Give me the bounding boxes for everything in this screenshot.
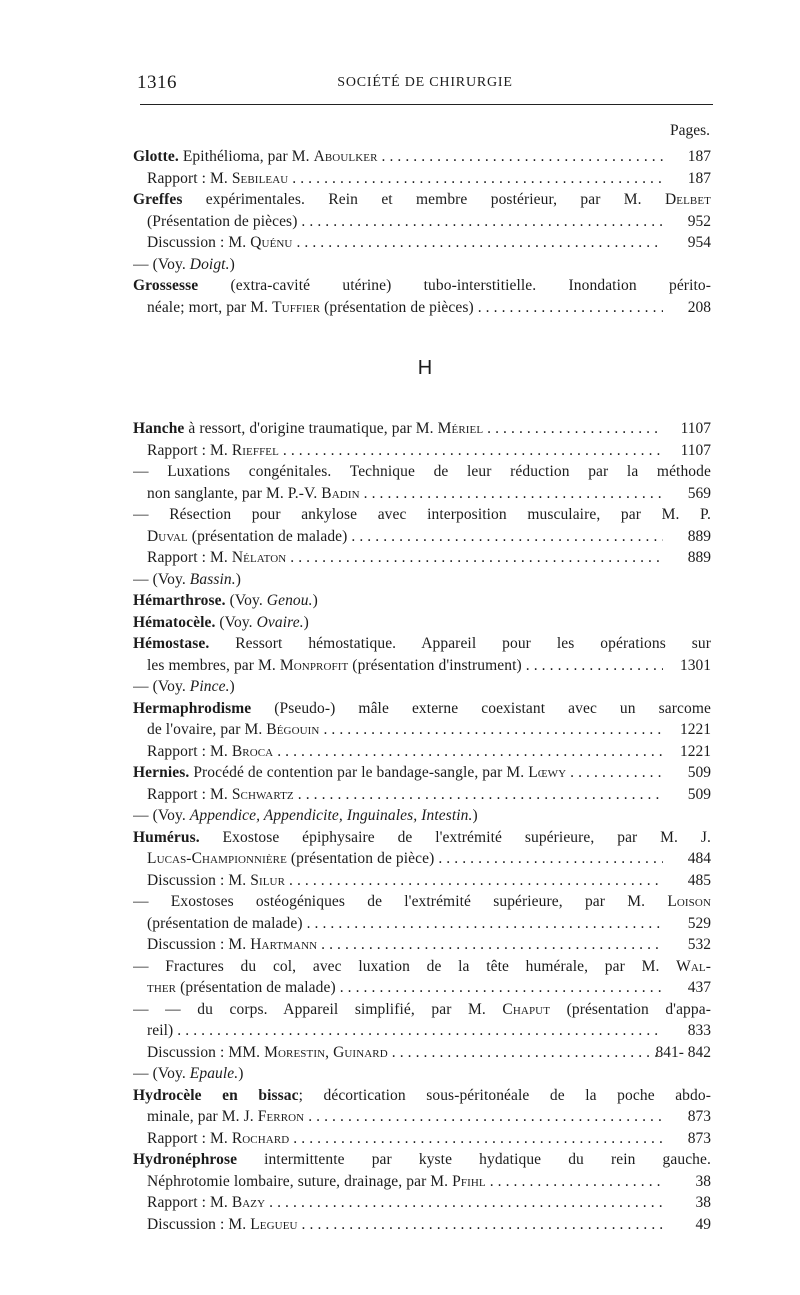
- index-line: [133, 504, 711, 526]
- cross-reference: Ovaire.: [256, 613, 304, 631]
- author-name: Rieffel: [231, 441, 279, 459]
- page-reference: 1221: [680, 721, 711, 738]
- index-line-text: [133, 1063, 244, 1085]
- page-reference: 952: [687, 212, 711, 230]
- index-line-text: [133, 633, 711, 655]
- index-block-g: [133, 146, 711, 318]
- index-line: [133, 1171, 711, 1193]
- entry-term: Hanche: [133, 420, 185, 437]
- author-name: Schwartz: [231, 785, 294, 803]
- entry-text: (présentation d'instrument): [348, 656, 522, 674]
- index-line-text: [133, 275, 711, 297]
- author-name: Bazy: [231, 1194, 266, 1211]
- cross-reference: Epaule.: [189, 1065, 239, 1082]
- author-name: Bégouin: [266, 721, 320, 738]
- page-reference: 38: [695, 1194, 711, 1211]
- index-block-h: [133, 418, 711, 1235]
- entry-text: néale; mort, par M.: [147, 298, 273, 316]
- entry-text: — — du corps. Appareil simplifié, par M.: [133, 1000, 503, 1018]
- author-name: Mériel: [437, 420, 484, 437]
- author-name: Hartmann: [250, 936, 318, 953]
- entry-text: (Présentation de pièces): [147, 212, 298, 230]
- entry-term: Greffes: [133, 191, 183, 208]
- entry-text: intermittente par kyste hydatique du rein gauche.: [237, 1151, 711, 1168]
- page-reference: 833: [687, 1022, 711, 1039]
- page-reference: 1107: [680, 441, 711, 459]
- index-line: [133, 189, 711, 211]
- index-line-text: [147, 977, 663, 999]
- author-name: Lucas-Championnière: [147, 850, 287, 867]
- author-name: Sebileau: [231, 169, 289, 187]
- entry-text: ): [303, 613, 309, 631]
- entry-text: ): [238, 1065, 244, 1082]
- entry-text: non sanglante, par M. P.-V.: [147, 484, 322, 502]
- index-line-text: [133, 762, 663, 784]
- index-line: [133, 1214, 711, 1236]
- entry-text: Rapport : M.: [147, 1129, 232, 1147]
- author-name: Loison: [667, 893, 711, 910]
- index-line: [133, 805, 711, 827]
- index-line-text: [133, 805, 478, 827]
- index-line-text: [133, 956, 711, 978]
- page-reference: 873: [687, 1108, 711, 1125]
- author-name: Morestin: [264, 1043, 326, 1061]
- index-line-text: [147, 547, 663, 569]
- index-line-text: [133, 676, 235, 698]
- index-line: [133, 254, 711, 276]
- page-reference: 187: [687, 148, 711, 165]
- cross-reference: Pince.: [189, 678, 230, 695]
- index-line-text: [147, 741, 663, 763]
- entry-text: Rapport : M.: [147, 549, 232, 566]
- index-line: [133, 1192, 711, 1214]
- entry-text: reil): [147, 1022, 174, 1039]
- entry-text: Discussion : M.: [147, 234, 251, 251]
- author-name: Lœwy: [528, 764, 567, 781]
- index-line: [133, 1128, 711, 1150]
- index-line: [133, 483, 711, 505]
- entry-text: Exostose épiphysaire de l'extrémité supérieure, par M. J.: [199, 828, 711, 846]
- index-line-text: [133, 504, 711, 526]
- page-reference: 208: [687, 298, 711, 316]
- entry-term: Humérus.: [133, 828, 200, 846]
- cross-reference: Genou.: [266, 592, 313, 609]
- author-name: Quénu: [250, 234, 293, 251]
- author-name: Duval: [147, 527, 188, 545]
- page-reference: 889: [687, 527, 711, 545]
- index-line-text: [147, 1020, 663, 1042]
- index-line-text: [133, 999, 711, 1021]
- index-line-text: [133, 612, 309, 634]
- page-reference: 38: [695, 1172, 711, 1190]
- index-line: [133, 1085, 711, 1107]
- entry-term: Hydrocèle en bissac: [133, 1086, 299, 1104]
- index-line: [133, 1063, 711, 1085]
- index-line: [133, 698, 711, 720]
- index-line: [133, 934, 711, 956]
- index-line-text: [147, 1214, 663, 1236]
- index-line: [133, 977, 711, 999]
- index-line-text: [147, 1171, 663, 1193]
- entry-text: (Voy.: [225, 592, 267, 609]
- entry-text: Rapport : M.: [147, 785, 232, 803]
- entry-text: — Luxations congénitales. Technique de leur réduction par la méthode: [133, 463, 711, 480]
- index-line: [133, 891, 711, 913]
- entry-text: ): [229, 678, 235, 695]
- entry-term: Grossesse: [133, 277, 199, 294]
- entry-text: — (Voy.: [133, 807, 190, 824]
- entry-text: Rapport : M.: [147, 742, 232, 760]
- index-line: [133, 848, 711, 870]
- index-line: [133, 762, 711, 784]
- index-line-text: [133, 1085, 711, 1107]
- entry-text: (présentation de pièce): [286, 850, 435, 867]
- index-line: [133, 297, 711, 319]
- index-line-text: [147, 913, 663, 935]
- entry-text: ): [312, 592, 318, 609]
- index-line-text: [147, 719, 663, 741]
- index-line-text: [147, 483, 663, 505]
- index-line: [133, 827, 711, 849]
- cross-reference: Bassin.: [189, 570, 236, 588]
- author-name: Monprofit: [279, 656, 349, 674]
- entry-text: à ressort, d'origine traumatique, par M.: [184, 420, 438, 437]
- index-line: [133, 719, 711, 741]
- index-line: [133, 612, 711, 634]
- author-name: Wal-: [676, 957, 711, 975]
- index-line-text: [133, 254, 235, 276]
- index-line-text: [147, 211, 663, 233]
- page-reference: 889: [687, 549, 711, 566]
- page-reference: 509: [687, 764, 711, 781]
- index-line-text: [147, 526, 663, 548]
- author-name: Aboulker: [313, 148, 378, 165]
- page-reference: 954: [687, 234, 711, 251]
- index-line: [133, 956, 711, 978]
- index-line-text: [133, 698, 711, 720]
- entry-text: — (Voy.: [133, 255, 190, 273]
- index-line-text: [147, 934, 663, 956]
- entry-term: Hémostase.: [133, 635, 210, 652]
- entry-text: ,: [325, 1043, 334, 1061]
- index-line-text: [147, 848, 663, 870]
- page-reference: 437: [687, 979, 711, 996]
- index-line-text: [133, 891, 711, 913]
- page-reference: 873: [687, 1129, 711, 1147]
- pages-column-label: Pages.: [669, 122, 710, 139]
- author-name: Pfihl: [452, 1172, 486, 1190]
- index-line: [133, 547, 711, 569]
- page-reference: 1107: [680, 420, 711, 437]
- entry-text: Rapport : M.: [147, 441, 232, 459]
- page-reference: 187: [687, 169, 711, 187]
- index-line-text: [133, 418, 663, 440]
- entry-text: Discussion : M.: [147, 871, 251, 889]
- index-line: [133, 741, 711, 763]
- entry-text: (présentation d'appa-: [550, 1000, 711, 1018]
- index-line: [133, 1020, 711, 1042]
- header-rule: [140, 104, 713, 105]
- index-line-text: [147, 168, 663, 190]
- entry-text: ; décortication sous-péritonéale de la poche abdo-: [298, 1086, 711, 1104]
- entry-text: — Résection pour ankylose avec interposition musculaire, par M. P.: [133, 506, 711, 523]
- entry-text: (présentation de malade): [176, 979, 336, 996]
- index-line: [133, 676, 711, 698]
- entry-text: les membres, par M.: [147, 656, 280, 674]
- entry-text: Discussion : M.: [147, 936, 251, 953]
- author-name: Guinard: [333, 1043, 388, 1061]
- index-line: [133, 633, 711, 655]
- entry-term: Hématocèle.: [133, 613, 216, 631]
- page-reference: 529: [687, 914, 711, 932]
- entry-term: Glotte.: [133, 148, 179, 165]
- index-line-text: [147, 870, 663, 892]
- index-line: [133, 168, 711, 190]
- entry-text: Discussion : M.: [147, 1215, 251, 1233]
- page-reference: 484: [687, 850, 711, 867]
- index-line: [133, 1106, 711, 1128]
- page-reference: 1301: [680, 656, 711, 674]
- author-name: Badin: [321, 484, 360, 502]
- entry-text: expérimentales. Rein et membre postérieur, par M.: [182, 191, 665, 208]
- index-line-text: [147, 232, 663, 254]
- page-reference: 1221: [680, 742, 711, 760]
- author-name: Rochard: [231, 1129, 290, 1147]
- entry-text: — (Voy.: [133, 678, 190, 695]
- index-line-text: [133, 146, 663, 168]
- author-name: Legueu: [250, 1215, 298, 1233]
- entry-text: ): [229, 255, 235, 273]
- entry-text: Procédé de contention par le bandage-sangle, par M.: [189, 764, 529, 781]
- entry-text: de l'ovaire, par M.: [147, 721, 267, 738]
- cross-reference: Appendice, Appendicite, Inguinales, Intestin.: [189, 807, 473, 824]
- index-line-text: [147, 1042, 663, 1064]
- index-line-text: [147, 1106, 663, 1128]
- page-reference: 569: [687, 484, 711, 502]
- section-letter: H: [417, 357, 433, 379]
- author-name: Tuffier: [272, 298, 321, 316]
- index-line: [133, 655, 711, 677]
- author-name: ther: [147, 979, 177, 996]
- entry-text: Rapport : M.: [147, 1194, 232, 1211]
- entry-text: ): [472, 807, 478, 824]
- entry-text: (Pseudo-) mâle externe coexistant avec un sarcome: [251, 699, 711, 717]
- author-name: Nélaton: [231, 549, 287, 566]
- index-line-text: [133, 461, 711, 483]
- index-line: [133, 211, 711, 233]
- index-line-text: [147, 1192, 663, 1214]
- index-line-text: [133, 569, 241, 591]
- entry-term: Hermaphrodisme: [133, 699, 252, 717]
- entry-text: (présentation de pièces): [320, 298, 474, 316]
- index-line: [133, 590, 711, 612]
- index-line: [133, 440, 711, 462]
- entry-text: Epithélioma, par M.: [178, 148, 314, 165]
- author-name: Broca: [231, 742, 274, 760]
- index-line: [133, 870, 711, 892]
- entry-text: minale, par M. J.: [147, 1108, 258, 1125]
- index-line-text: [133, 827, 711, 849]
- author-name: Chaput: [502, 1000, 551, 1018]
- entry-term: Hémarthrose.: [133, 592, 226, 609]
- index-line-text: [147, 440, 663, 462]
- index-line: [133, 913, 711, 935]
- author-name: Ferron: [257, 1108, 305, 1125]
- index-line-text: [133, 590, 318, 612]
- author-name: Delbet: [664, 191, 711, 208]
- entry-term: Hernies.: [133, 764, 190, 781]
- index-line: [133, 275, 711, 297]
- index-line: [133, 1149, 711, 1171]
- page-reference: 532: [687, 936, 711, 953]
- entry-text: — (Voy.: [133, 570, 190, 588]
- index-line: [133, 1042, 711, 1064]
- entry-text: (présentation de malade): [187, 527, 348, 545]
- index-line-text: [133, 189, 711, 211]
- entry-text: Néphrotomie lombaire, suture, drainage, par M.: [147, 1172, 453, 1190]
- index-line: [133, 999, 711, 1021]
- page-reference: 841- 842: [655, 1043, 711, 1061]
- entry-text: (extra-cavité utérine) tubo-interstitielle. Inondation périto-: [198, 277, 711, 294]
- index-line: [133, 784, 711, 806]
- page-reference: 509: [687, 785, 711, 803]
- running-title: SOCIÉTÉ DE CHIRURGIE: [337, 75, 513, 90]
- page-reference: 49: [695, 1215, 711, 1233]
- index-line: [133, 569, 711, 591]
- index-line-text: [147, 297, 663, 319]
- entry-text: (présentation de malade): [147, 914, 303, 932]
- page-reference: 485: [687, 871, 711, 889]
- entry-term: Hydronéphrose: [133, 1151, 238, 1168]
- index-line: [133, 461, 711, 483]
- entry-text: ): [235, 570, 241, 588]
- index-line: [133, 232, 711, 254]
- entry-text: (Voy.: [215, 613, 257, 631]
- index-line-text: [147, 655, 663, 677]
- author-name: Silur: [250, 871, 286, 889]
- entry-text: — Fractures du col, avec luxation de la tête humérale, par M.: [133, 957, 677, 975]
- index-line: [133, 418, 711, 440]
- entry-text: Discussion : MM.: [147, 1043, 265, 1061]
- entry-text: — Exostoses ostéogéniques de l'extrémité supérieure, par M.: [133, 893, 668, 910]
- index-line: [133, 526, 711, 548]
- index-line-text: [147, 784, 663, 806]
- page-number: 1316: [137, 72, 177, 93]
- cross-reference: Doigt.: [189, 255, 230, 273]
- index-line-text: [133, 1149, 711, 1171]
- entry-text: Ressort hémostatique. Appareil pour les opérations sur: [209, 635, 711, 652]
- entry-text: Rapport : M.: [147, 169, 232, 187]
- index-line: [133, 146, 711, 168]
- index-line-text: [147, 1128, 663, 1150]
- entry-text: — (Voy.: [133, 1065, 190, 1082]
